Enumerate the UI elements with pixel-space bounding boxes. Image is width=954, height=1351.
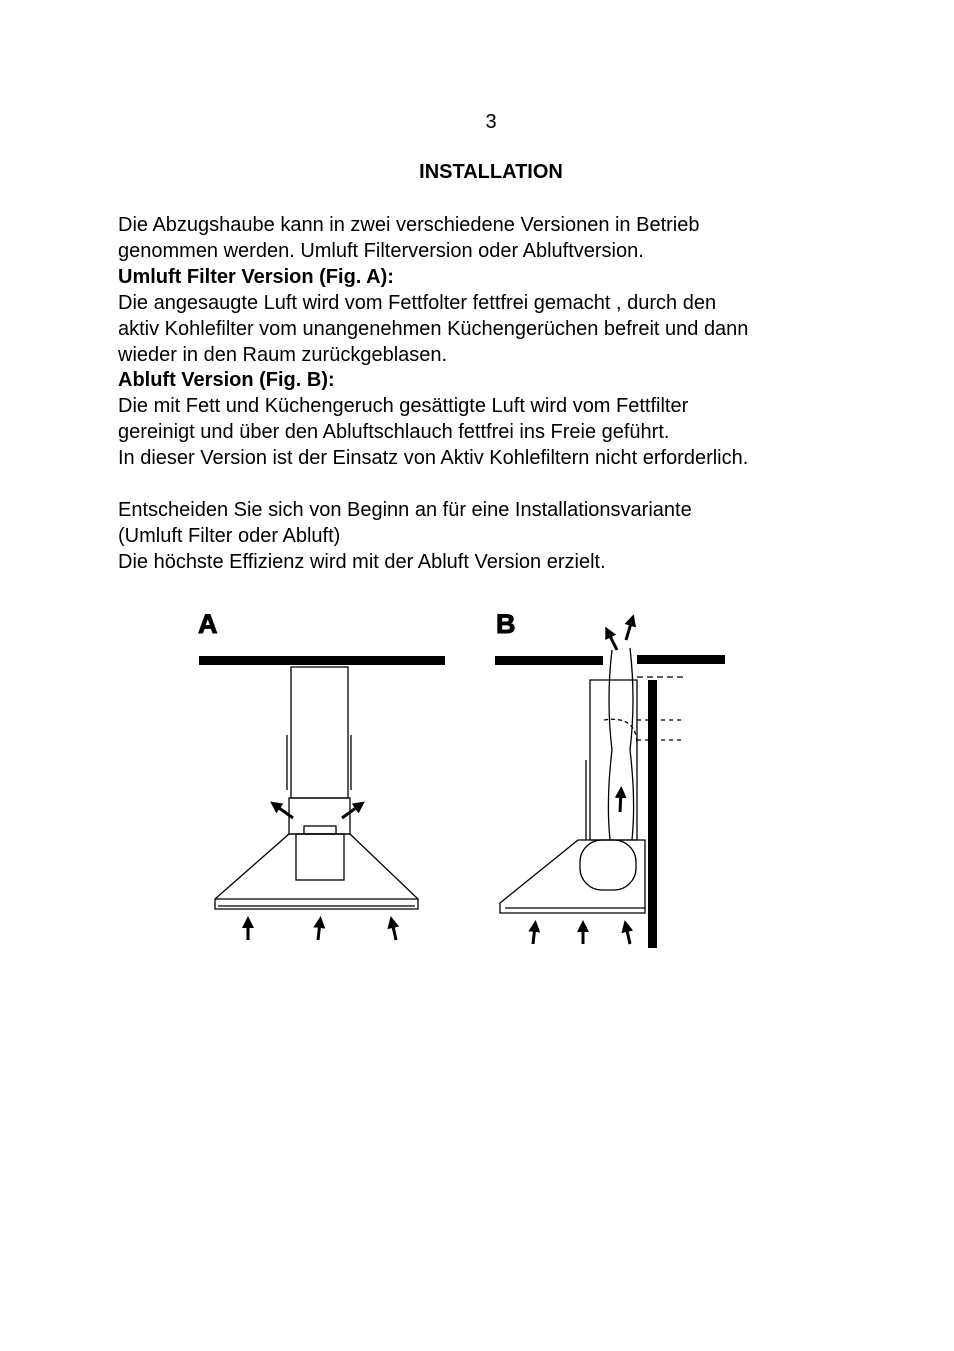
- ceiling-bar-right: [637, 655, 725, 664]
- page-number: 3: [485, 111, 497, 133]
- paragraph-line: (Umluft Filter oder Abluft): [118, 524, 341, 547]
- airflow-arrows-a: [248, 805, 396, 940]
- paragraph-line: In dieser Version ist der Einsatz von Aktiv Kohlefiltern nicht erforderlich.: [118, 447, 749, 470]
- subheading-abluft: Abluft Version (Fig. B):: [118, 369, 335, 392]
- ceiling-bar-left: [495, 656, 603, 665]
- blower: [580, 840, 636, 890]
- paragraph-line: Die mit Fett und Küchengeruch gesättigte Luft wird vom Fettfilter: [118, 395, 689, 418]
- paragraph-line: gereinigt und über den Abluftschlauch fettfrei ins Freie geführt.: [118, 421, 670, 444]
- chimney-lower: [289, 798, 350, 834]
- hood-side: [500, 840, 645, 913]
- paragraph-line: Die Abzugshaube kann in zwei verschiedene Versionen in Betrieb: [118, 214, 700, 236]
- paragraph-line: Die angesaugte Luft wird vom Fettfolter fettfrei gemacht , durch den: [118, 291, 717, 314]
- airflow-arrows-b: [533, 620, 632, 944]
- paragraph-line: aktiv Kohlefilter vom unangenehmen Küchengerüchen befreit und dann: [118, 317, 749, 340]
- chimney-upper: [291, 667, 348, 798]
- figure-a-label: A: [198, 609, 218, 639]
- hood-canopy: [215, 834, 418, 909]
- carbon-filter-box: [296, 834, 344, 880]
- paragraph-line: Die höchste Effizienz wird mit der Abluft Version erzielt.: [118, 550, 606, 573]
- chimney-side: [590, 680, 637, 840]
- paragraph-line: wieder in den Raum zurückgeblasen.: [118, 343, 448, 366]
- subheading-umluft: Umluft Filter Version (Fig. A):: [118, 265, 394, 288]
- figure-b-diagram: [495, 620, 725, 948]
- figure-a-diagram: [199, 656, 445, 940]
- ceiling-bar: [199, 656, 445, 665]
- paragraph-line: genommen werden. Umluft Filterversion oder Abluftversion.: [118, 239, 644, 262]
- section-heading: INSTALLATION: [419, 161, 563, 183]
- figure-b-label: B: [496, 609, 516, 639]
- paragraph-line: Entscheiden Sie sich von Beginn an für eine Installationsvariante: [118, 499, 692, 522]
